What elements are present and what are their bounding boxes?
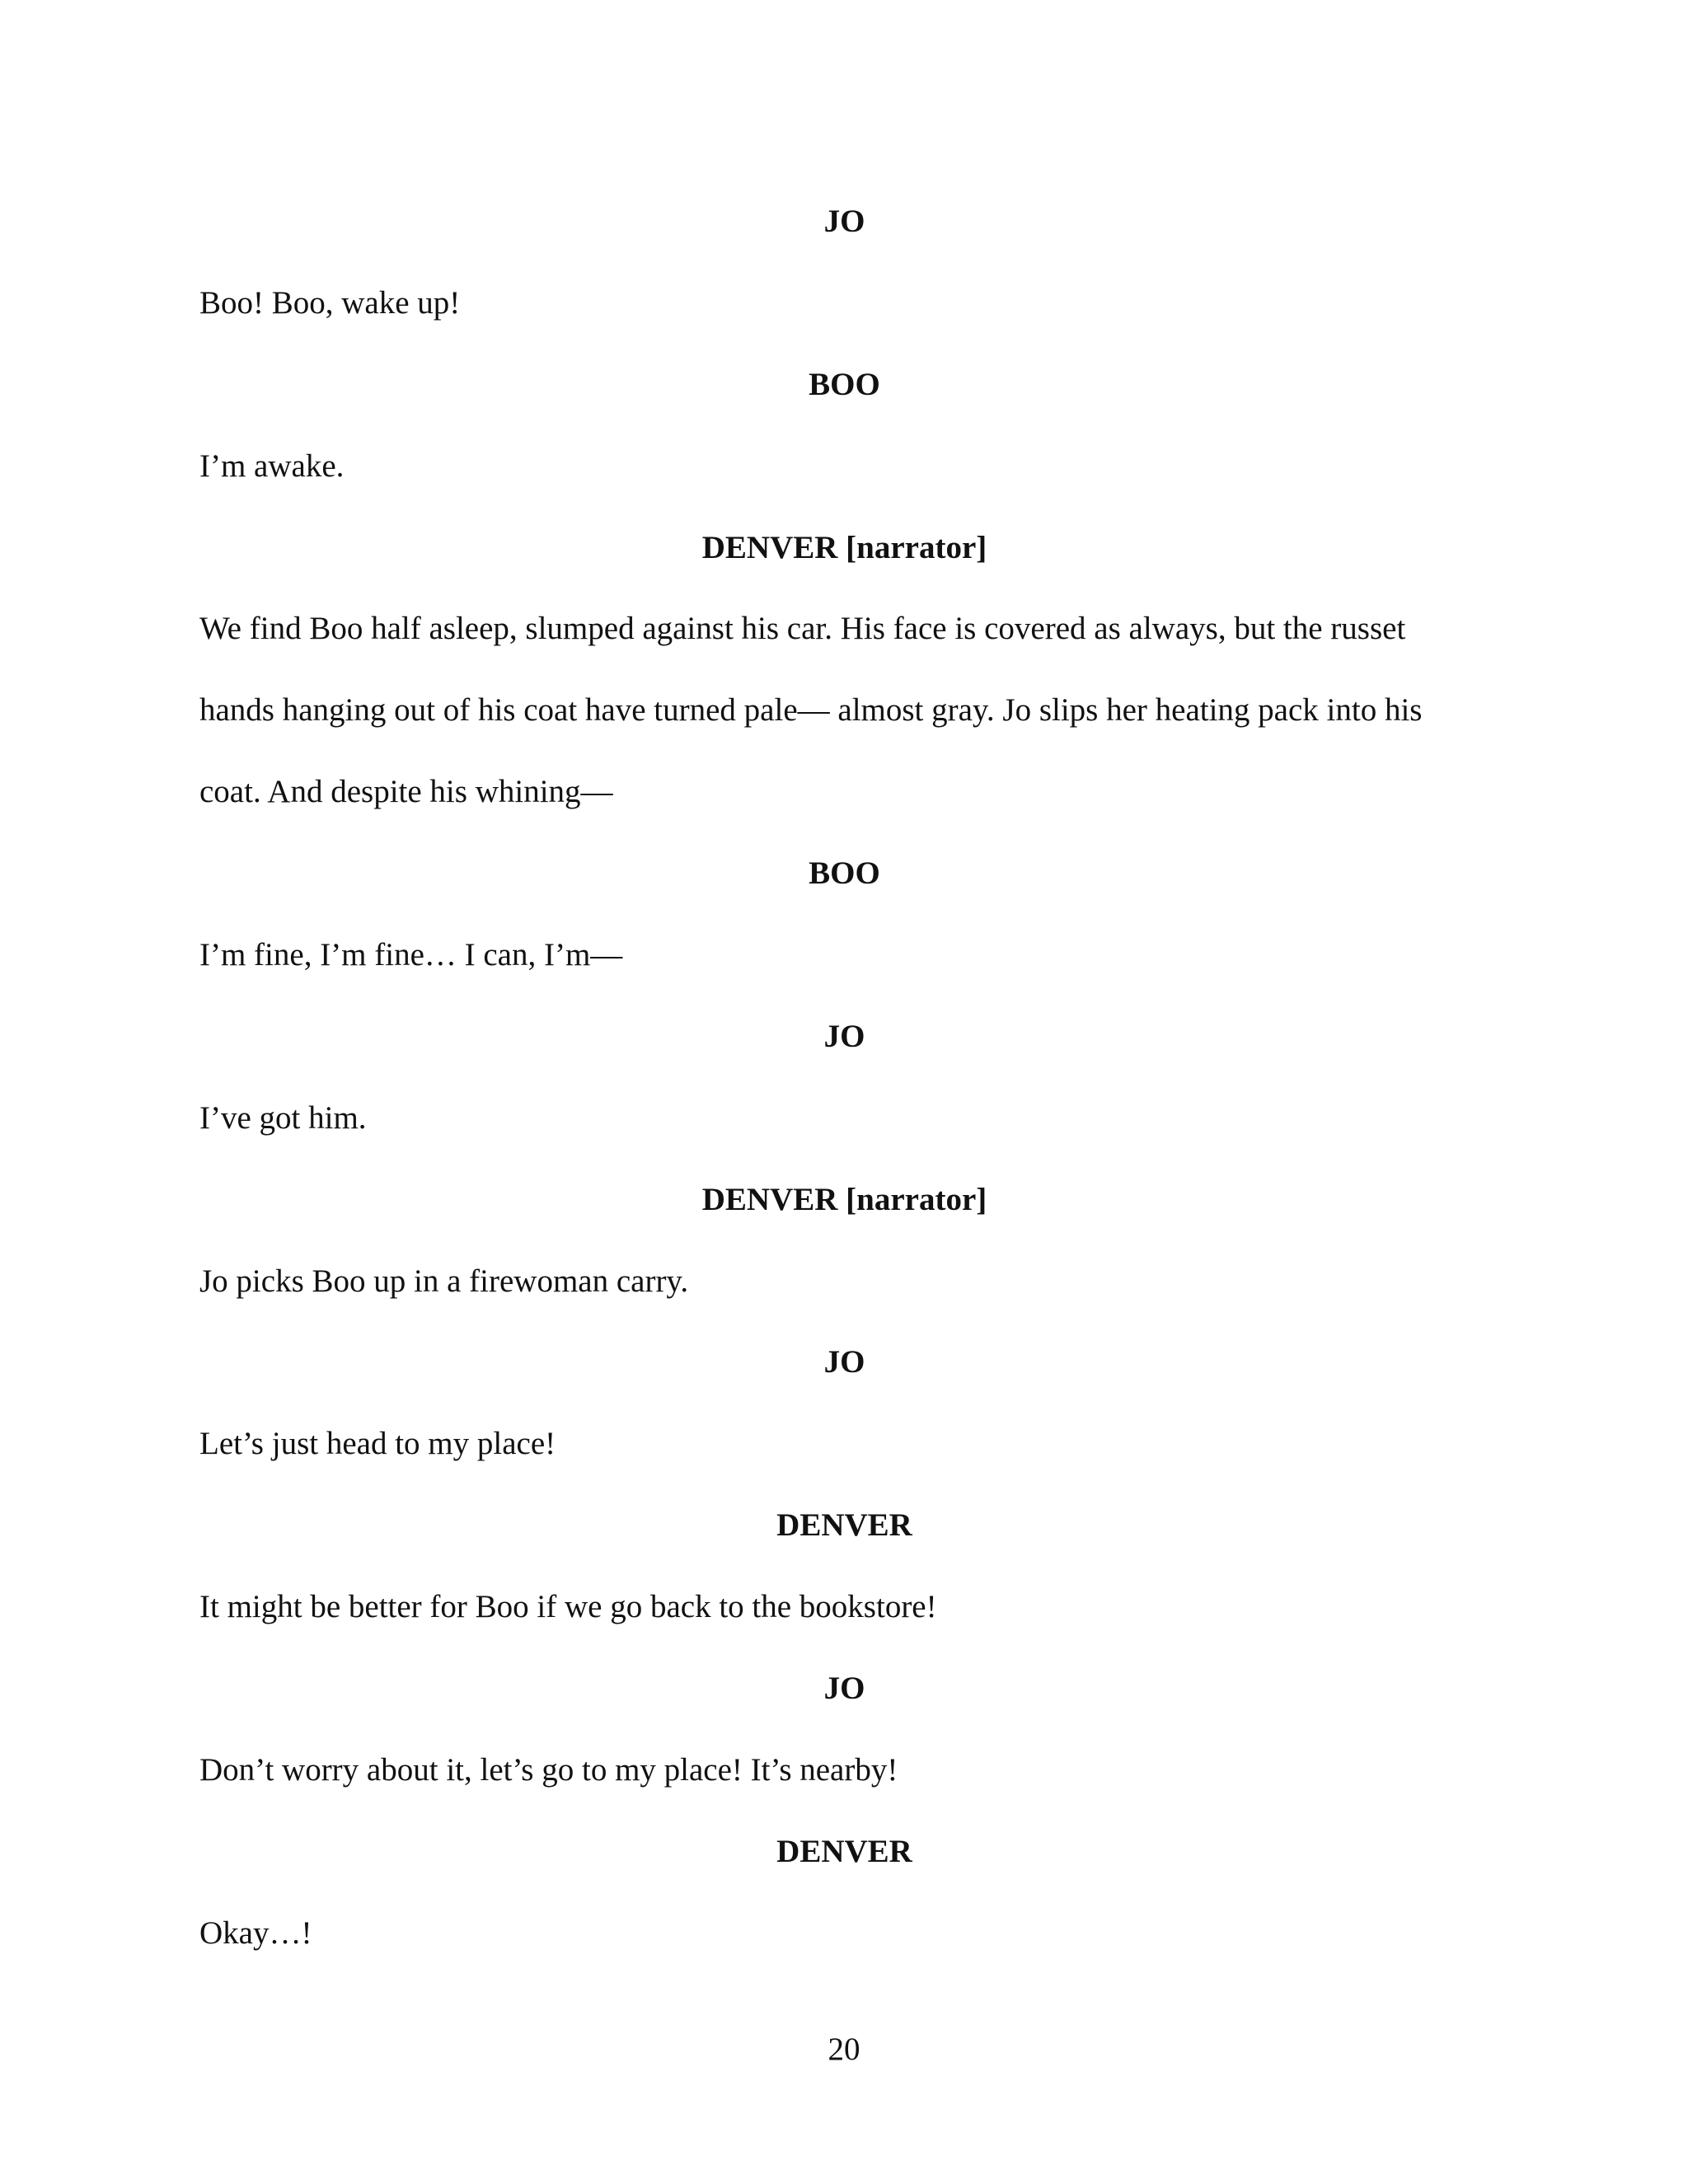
speaker-name: JO <box>823 1018 865 1054</box>
speaker-name: DENVER <box>776 1507 912 1544</box>
speaker-name: DENVER <box>776 1833 912 1869</box>
dialogue-line: I’m fine, I’m fine… I can, I’m— <box>199 937 623 973</box>
dialogue-line: Okay…! <box>199 1915 312 1951</box>
speaker-name: DENVER [narrator] <box>701 1181 987 1217</box>
page-number: 20 <box>828 2032 860 2067</box>
narration-line: hands hanging out of his coat have turned pale— almost gray. Jo slips her heating pack into his <box>199 692 1423 729</box>
dialogue-line: I’ve got him. <box>199 1099 367 1136</box>
speaker-name: JO <box>823 1671 865 1707</box>
dialogue-line: Boo! Boo, wake up! <box>199 284 461 321</box>
speaker-name: JO <box>823 1344 865 1380</box>
speaker-name: BOO <box>809 366 880 402</box>
speaker-name: JO <box>823 204 865 239</box>
speaker-name: BOO <box>809 855 880 892</box>
narration-line: We find Boo half asleep, slumped against his car. His face is covered as always, but the russet <box>199 611 1406 647</box>
script-body <box>199 196 1487 1990</box>
dialogue-line: Let’s just head to my place! <box>199 1426 556 1462</box>
dialogue-line: I’m awake. <box>199 448 345 484</box>
speaker-name: DENVER [narrator] <box>701 529 987 565</box>
narration-line: Jo picks Boo up in a firewoman carry. <box>199 1263 689 1299</box>
dialogue-line: It might be better for Boo if we go back to the bookstore! <box>199 1589 937 1625</box>
narration-line: coat. And despite his whining— <box>199 774 613 810</box>
dialogue-line: Don’t worry about it, let’s go to my place! It’s nearby! <box>199 1751 898 1788</box>
